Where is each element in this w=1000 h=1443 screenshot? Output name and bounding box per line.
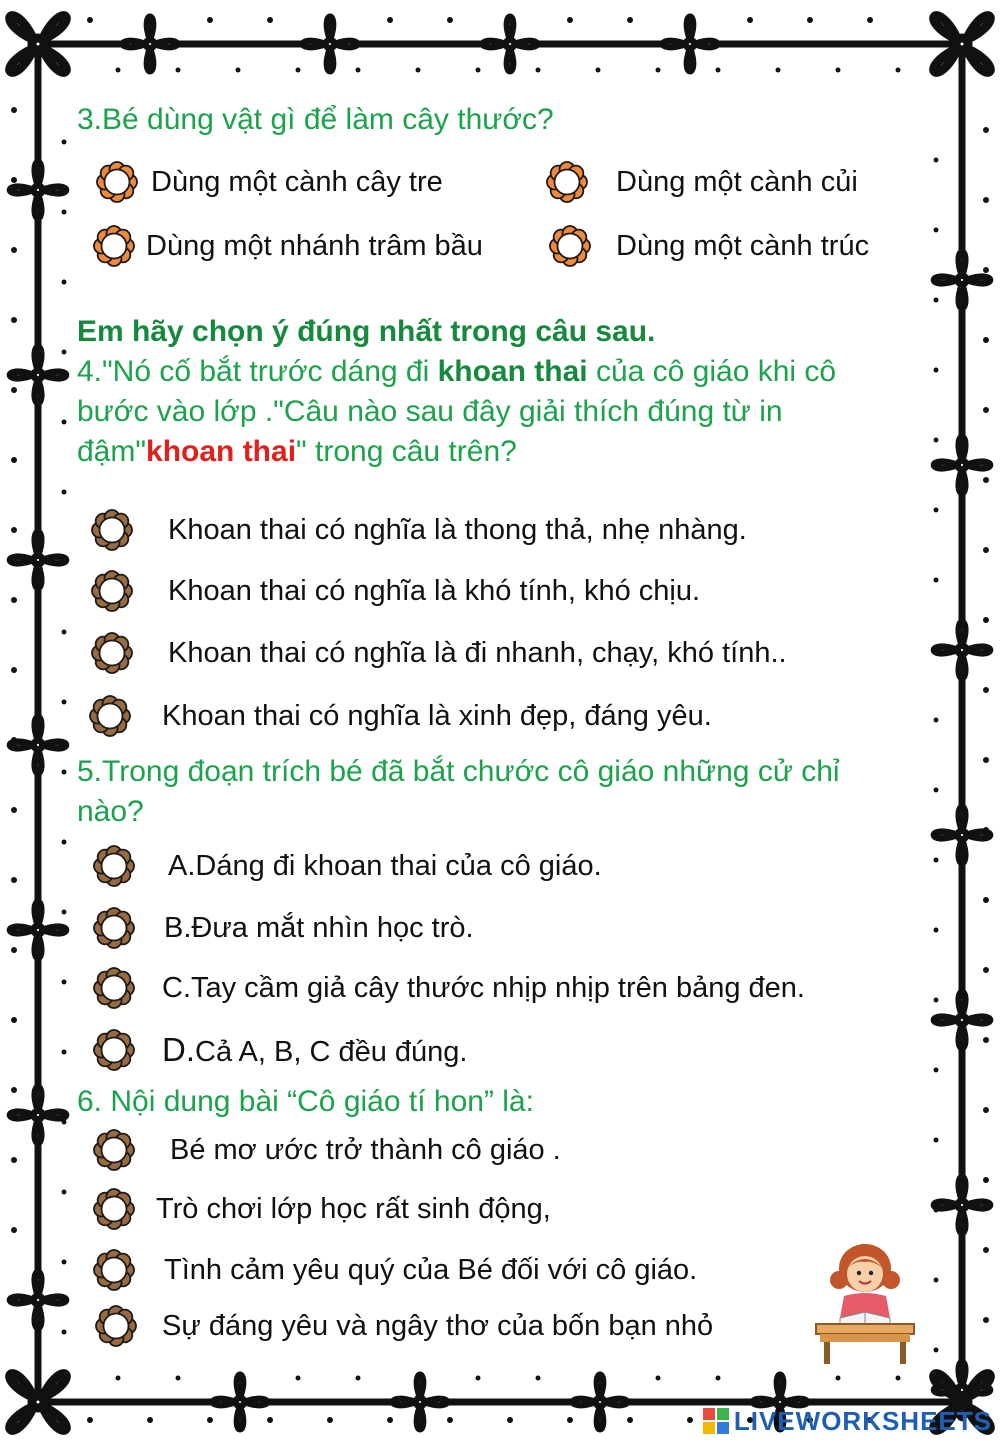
option-label: Dùng một cành củi (616, 165, 858, 198)
flower-radio-icon (548, 224, 592, 268)
student-reading-illustration (810, 1240, 920, 1365)
option-label: Dùng một nhánh trâm bầu (146, 229, 483, 262)
flower-radio-icon (94, 1304, 138, 1348)
flower-radio-icon (95, 160, 139, 204)
q4-instruction (77, 312, 655, 352)
option-label: Khoan thai có nghĩa là thong thả, nhẹ nhàng. (168, 513, 747, 546)
option-label: A.Dáng đi khoan thai của cô giáo. (168, 849, 602, 882)
q4-question-line-1 (77, 352, 836, 392)
q4-text: của cô giáo khi cô (587, 355, 837, 388)
q4-option-1[interactable] (90, 508, 747, 552)
q6-option-2[interactable] (92, 1187, 551, 1231)
cube-logo-icon (702, 1407, 730, 1435)
q4-text: đậm" (77, 435, 147, 468)
brand-text: LIVEWORKSHEETS (733, 1405, 992, 1436)
q4-question-line-3 (77, 432, 517, 472)
option-label: Bé mơ ước trở thành cô giáo . (170, 1133, 561, 1166)
brand-watermark (702, 1404, 992, 1438)
option-label: Dùng một cành trúc (616, 229, 870, 262)
option-label: Trò chơi lớp học rất sinh động, (156, 1192, 551, 1225)
q5-option-b[interactable] (92, 906, 474, 950)
q3-option-2[interactable] (545, 160, 858, 204)
q5-option-d[interactable] (92, 1028, 467, 1072)
q3-option-3[interactable] (92, 224, 483, 268)
flower-radio-icon (92, 966, 136, 1010)
q6-option-3[interactable] (92, 1248, 697, 1292)
question-6: 6. Nội dung bài “Cô giáo tí hon” là: (77, 1085, 534, 1118)
flower-radio-icon (92, 844, 136, 888)
flower-radio-icon (92, 906, 136, 950)
q6-option-1[interactable] (92, 1128, 561, 1172)
question-5-line-1: 5.Trong đoạn trích bé đã bắt chước cô giáo những cử chỉ (77, 755, 840, 788)
q4-option-2[interactable] (90, 569, 700, 613)
q3-option-1[interactable] (95, 160, 443, 204)
q3-option-4[interactable] (548, 224, 869, 268)
option-label: B.Đưa mắt nhìn học trò. (164, 911, 474, 944)
flower-radio-icon (92, 1187, 136, 1231)
option-label: Khoan thai có nghĩa là khó tính, khó chịu. (168, 574, 701, 607)
q5-option-c[interactable] (92, 966, 805, 1010)
q4-option-3[interactable] (90, 631, 787, 675)
flower-radio-icon (92, 1028, 136, 1072)
flower-radio-icon (90, 631, 134, 675)
option-label: Sự đáng yêu và ngây thơ của bốn bạn nhỏ (162, 1309, 714, 1342)
flower-radio-icon (92, 1248, 136, 1292)
flower-radio-icon (88, 694, 132, 738)
q4-red-term: khoan thai (146, 435, 297, 468)
option-label (162, 1031, 467, 1069)
flower-radio-icon (90, 508, 134, 552)
q4-question-line-2: bước vào lớp ."Câu nào sau đây giải thích đúng từ in (77, 395, 783, 428)
option-letter: D. (162, 1031, 195, 1068)
option-label: C.Tay cầm giả cây thước nhịp nhịp trên bảng đen. (162, 971, 805, 1004)
q6-option-4[interactable] (94, 1304, 713, 1348)
option-label: Tình cảm yêu quý của Bé đối với cô giáo. (164, 1253, 698, 1286)
q4-text: " trong câu trên? (296, 435, 517, 468)
question-5-line-2: nào? (77, 795, 144, 828)
q5-option-a[interactable] (92, 844, 602, 888)
option-text: Cả A, B, C đều đúng. (195, 1036, 468, 1068)
option-label: Khoan thai có nghĩa là đi nhanh, chạy, khó tính.. (168, 636, 787, 669)
q4-option-4[interactable] (88, 694, 712, 738)
flower-radio-icon (92, 1128, 136, 1172)
instruction-text: Em hãy chọn ý đúng nhất trong câu sau. (77, 315, 656, 348)
option-label: Khoan thai có nghĩa là xinh đẹp, đáng yêu. (162, 699, 712, 732)
question-3: 3.Bé dùng vật gì để làm cây thước? (77, 103, 554, 136)
flower-radio-icon (90, 569, 134, 613)
option-label: Dùng một cành cây tre (151, 165, 443, 198)
flower-radio-icon (545, 160, 589, 204)
flower-radio-icon (92, 224, 136, 268)
q4-text: 4."Nó cố bắt trước dáng đi (77, 355, 438, 388)
q4-bold-term: khoan thai (437, 355, 588, 388)
